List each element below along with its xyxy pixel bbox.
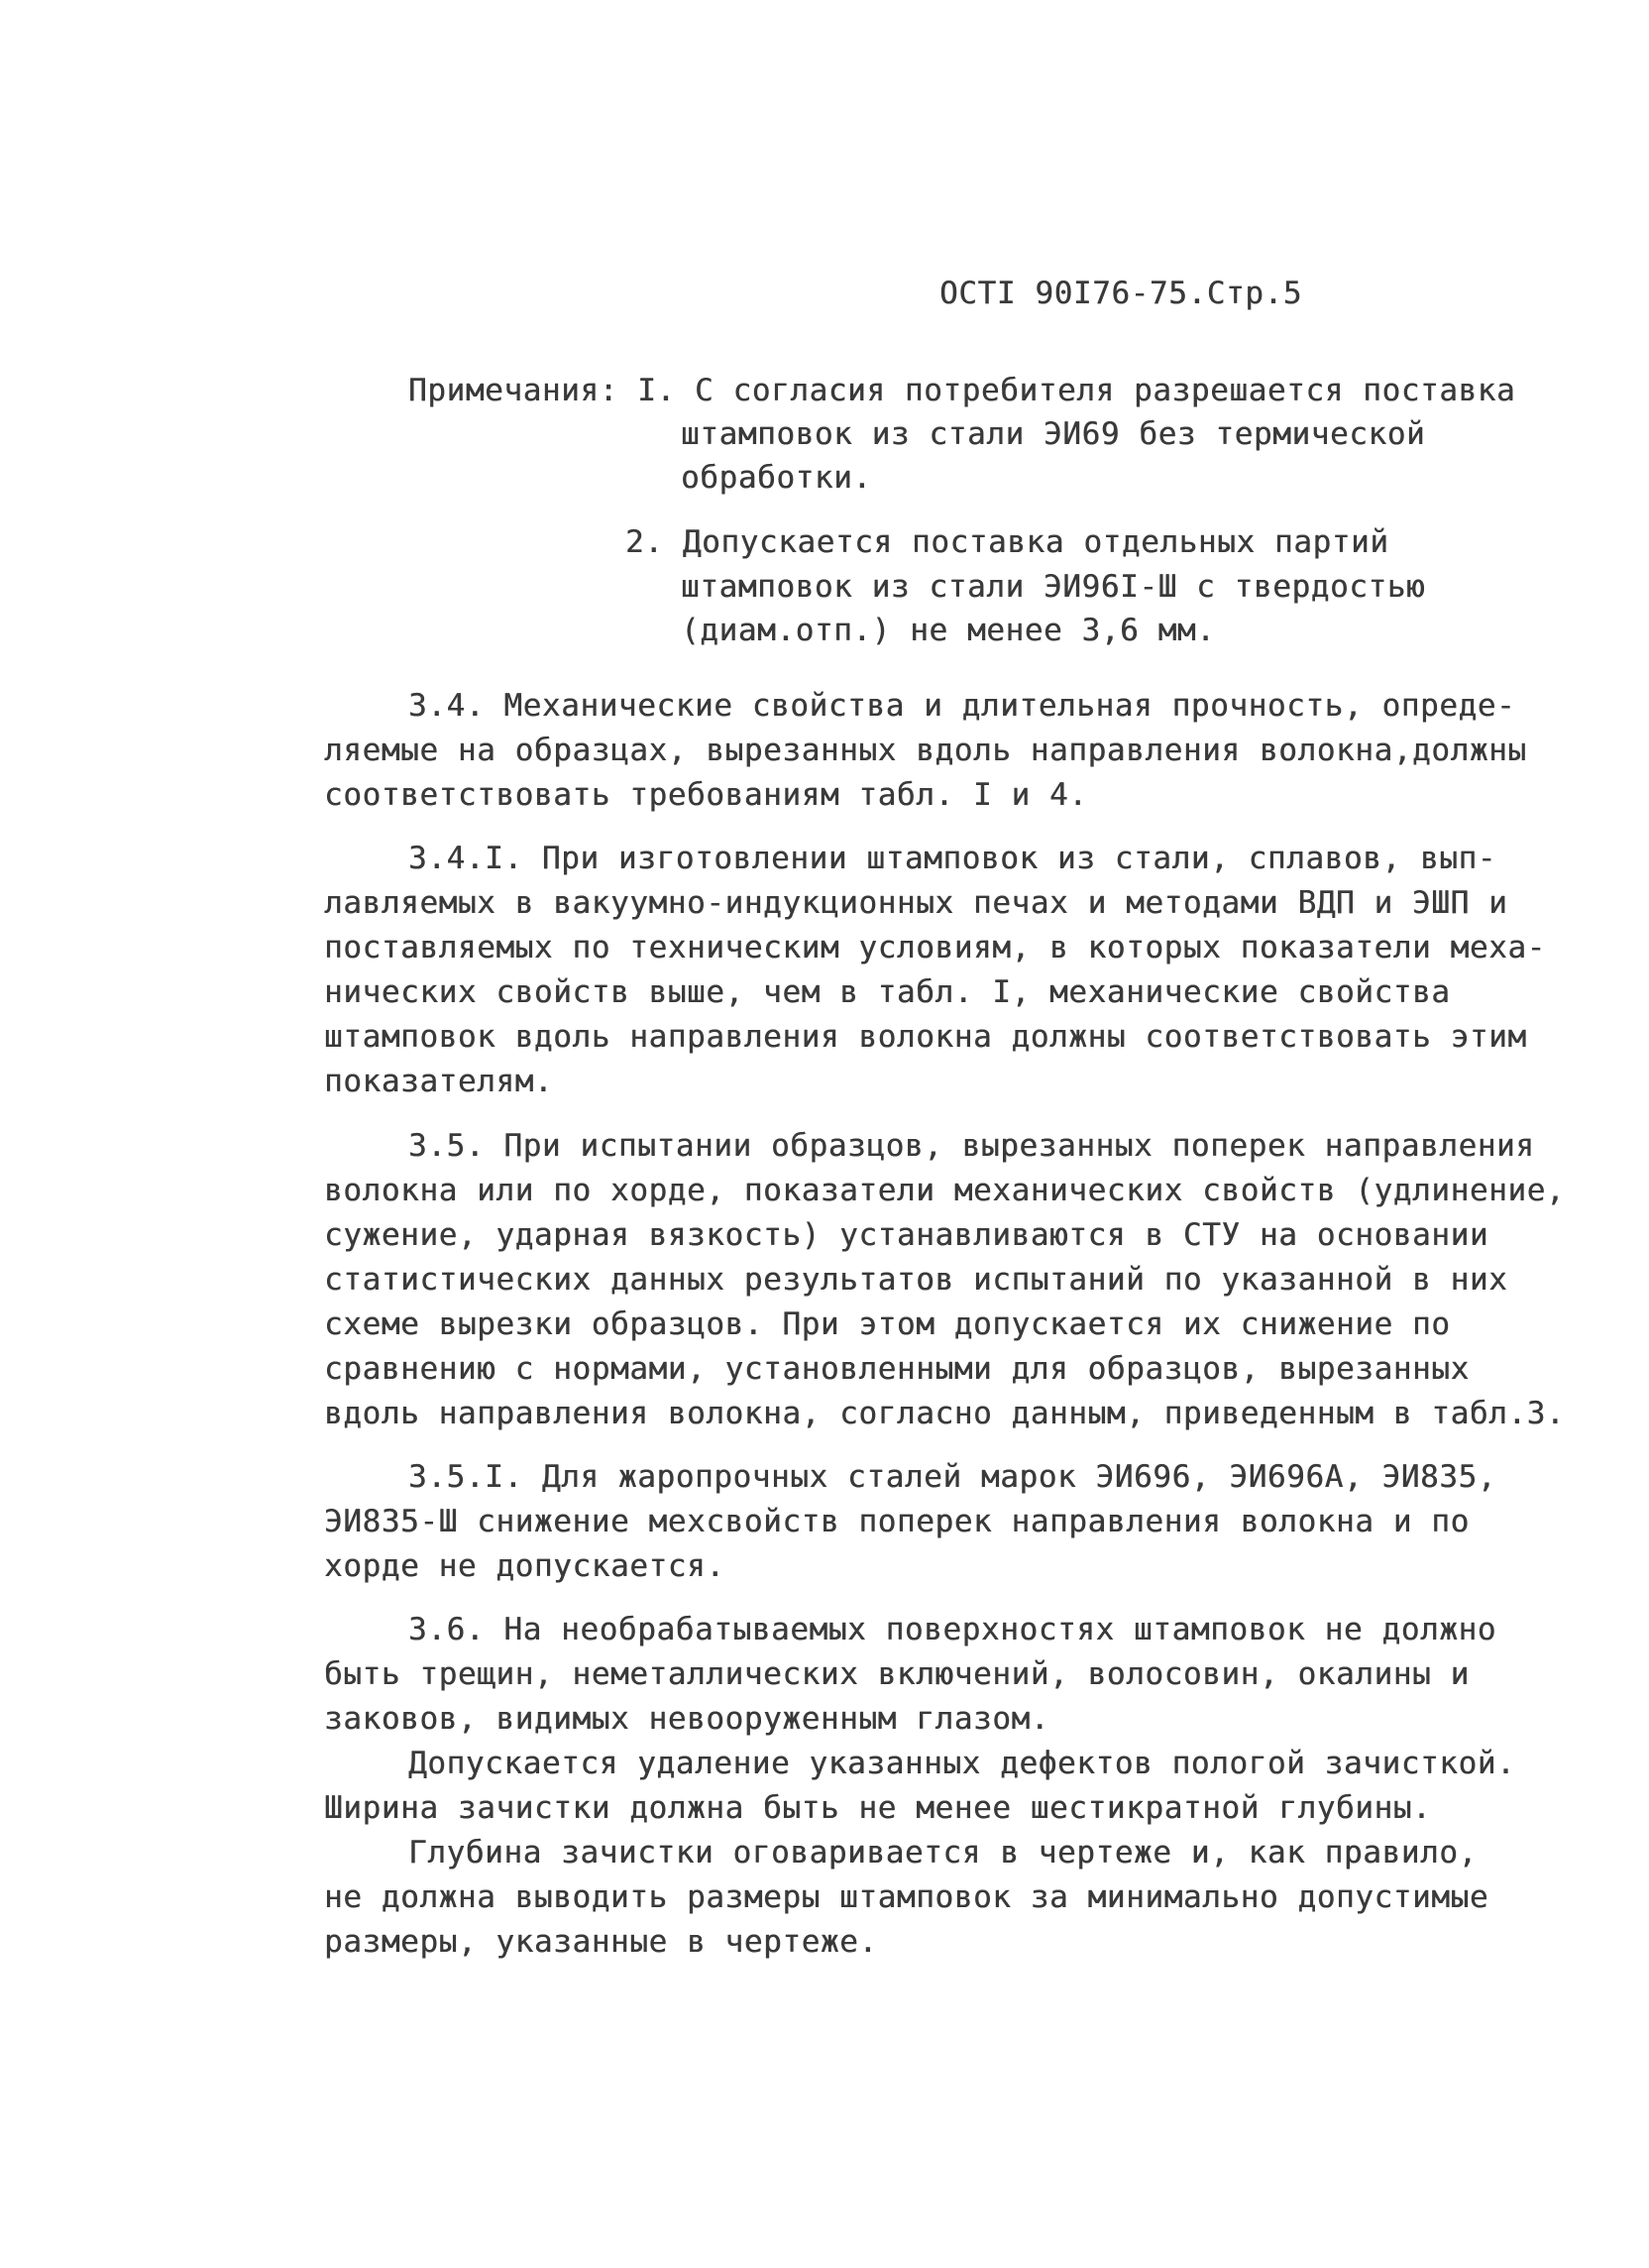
text-line: ЭИ835-Ш снижение мехсвойств поперек направления волокна и по (324, 1504, 1470, 1539)
text-line: сужение, ударная вязкость) устанавливаются в СТУ на основании (324, 1217, 1489, 1253)
text-line: не должна выводить размеры штамповок за минимально допустимые (324, 1879, 1489, 1915)
text-line: обработки. (681, 460, 872, 496)
text-line: размеры, указанные в чертеже. (324, 1924, 878, 1960)
text-line: Допускается удаление указанных дефектов пологой зачисткой. (408, 1746, 1516, 1781)
text-line: Ширина зачистки должна быть не менее шестикратной глубины. (324, 1790, 1432, 1826)
text-line: лавляемых в вакуумно-индукционных печах и методами ВДП и ЭШП и (324, 885, 1508, 921)
text-line: вдоль направления волокна, согласно данным, приведенным в табл.3. (324, 1396, 1566, 1431)
text-line: штамповок из стали ЭИ69 без термической (681, 416, 1426, 452)
text-line: 3.5. При испытании образцов, вырезанных поперек направления (408, 1128, 1535, 1164)
text-line: штамповок из стали ЭИ96I-Ш с твердостью (681, 569, 1426, 605)
text-line: соответствовать требованиям табл. I и 4. (324, 777, 1088, 813)
page-header: ОСТI 90I76-75.Стр.5 (939, 276, 1303, 311)
text-line: 3.4.I. При изготовлении штамповок из стали, сплавов, вып- (408, 841, 1497, 876)
text-line: показателям. (324, 1064, 554, 1099)
text-line: хорде не допускается. (324, 1548, 725, 1584)
text-line: 3.4. Механические свойства и длительная прочность, опреде- (408, 688, 1516, 724)
text-line: Глубина зачистки оговаривается в чертеже и, как правило, (408, 1835, 1478, 1871)
text-line: быть трещин, неметаллических включений, волосовин, окалины и (324, 1656, 1470, 1692)
text-line: 3.5.I. Для жаропрочных сталей марок ЭИ696, ЭИ696А, ЭИ835, (408, 1459, 1497, 1495)
text-line: заковов, видимых невооруженным глазом. (324, 1701, 1050, 1737)
text-line: схеме вырезки образцов. При этом допускается их снижение по (324, 1306, 1451, 1342)
text-line: нических свойств выше, чем в табл. I, механические свойства (324, 974, 1451, 1010)
text-line: поставляемых по техническим условиям, в которых показатели меха- (324, 930, 1546, 965)
text-line: штамповок вдоль направления волокна должны соответствовать этим (324, 1019, 1527, 1055)
text-line: Примечания: I. С согласия потребителя разрешается поставка (408, 373, 1516, 408)
text-line: 2. Допускается поставка отдельных партий (625, 524, 1389, 560)
text-line: волокна или по хорде, показатели механических свойств (удлинение, (324, 1173, 1566, 1208)
text-line: (диам.отп.) не менее 3,6 мм. (681, 613, 1216, 648)
text-line: сравнению с нормами, установленными для образцов, вырезанных (324, 1351, 1470, 1387)
text-line: ляемые на образцах, вырезанных вдоль направления волокна,должны (324, 733, 1527, 768)
text-line: статистических данных результатов испытаний по указанной в них (324, 1262, 1508, 1298)
text-line: 3.6. На необрабатываемых поверхностях штамповок не должно (408, 1612, 1497, 1647)
